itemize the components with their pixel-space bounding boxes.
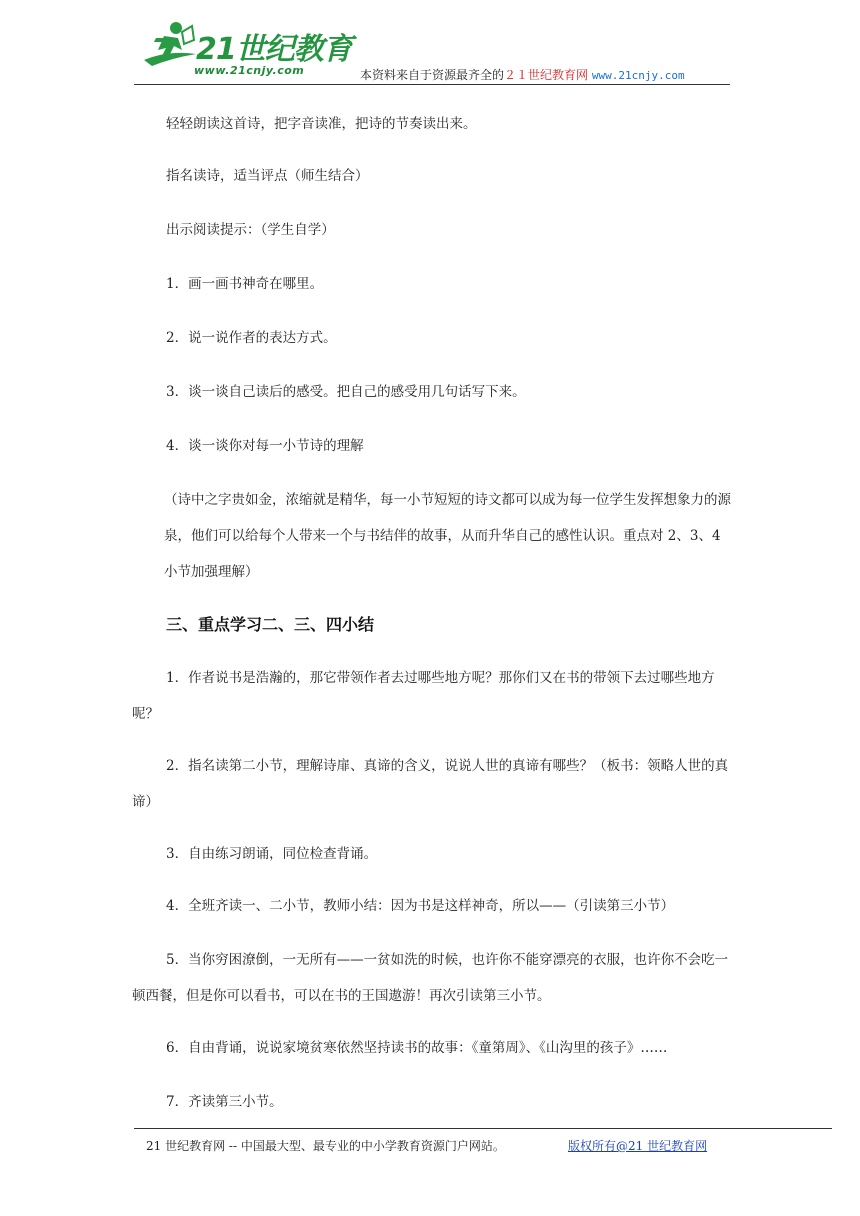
list-item: 4．全班齐读一、二小节，教师小结：因为书是这样神奇，所以——（引读第三小节） bbox=[166, 898, 675, 914]
section-heading: 三、重点学习二、三、四小结 bbox=[166, 615, 375, 634]
header-note bbox=[360, 66, 685, 83]
copyright-link[interactable]: 版权所有@21 世纪教育网 bbox=[568, 1139, 708, 1153]
paragraph: 指名读诗，适当评点（师生结合） bbox=[166, 168, 369, 184]
paragraph-note: （诗中之字贵如金，浓缩就是精华，每一小节短短的诗文都可以成为每一位学生发挥想象力的源泉，他们可以给每个人带来一个与书结伴的故事，从而升华自己的感性认识。重点对 2、3、4 小节加强理解） bbox=[164, 492, 731, 580]
list-item: 5．当你穷困潦倒，一无所有——一贫如洗的时候，也许你不能穿漂亮的衣服，也许你不会吃一顿西餐，但是你可以看书，可以在书的王国遨游！再次引读第三小节。 bbox=[132, 952, 729, 1004]
list-item: 2．指名读第二小节，理解诗扉、真谛的含义，说说人世的真谛有哪些？（板书：领略人世的真谛） bbox=[132, 758, 729, 810]
list-item: 2．说一说作者的表达方式。 bbox=[166, 330, 337, 346]
runner-logo-icon bbox=[138, 20, 200, 80]
list-item: 3．谈一谈自己读后的感受。把自己的感受用几句话写下来。 bbox=[166, 384, 526, 400]
header-site-url[interactable]: www.21cnjy.com bbox=[591, 69, 685, 82]
logo-url: www.21cnjy.com bbox=[194, 64, 305, 77]
header-site-name[interactable]: ２１世纪教育网 bbox=[504, 68, 589, 82]
list-item: 6．自由背诵，说说家境贫寒依然坚持读书的故事：《童第周》、《山沟里的孩子》…… bbox=[166, 1040, 668, 1056]
logo-text: 21世纪教育 bbox=[196, 32, 352, 67]
paragraph: 轻轻朗读这首诗，把字音读准，把诗的节奏读出来。 bbox=[166, 116, 477, 132]
header-divider bbox=[134, 84, 730, 85]
list-item: 1．画一画书神奇在哪里。 bbox=[166, 276, 324, 292]
list-item: 1．作者说书是浩瀚的，那它带领作者去过哪些地方呢？那你们又在书的带领下去过哪些地方呢？ bbox=[132, 670, 715, 722]
list-item: 3．自由练习朗诵，同位检查背诵。 bbox=[166, 846, 378, 862]
paragraph: 出示阅读提示：（学生自学） bbox=[166, 222, 335, 238]
footer-divider bbox=[134, 1128, 832, 1129]
header-note-prefix: 本资料来自于资源最齐全的 bbox=[360, 68, 505, 82]
site-logo[interactable] bbox=[138, 20, 352, 82]
list-item: 4．谈一谈你对每一小节诗的理解 bbox=[166, 438, 364, 454]
footer-text: 21 世纪教育网 -- 中国最大型、最专业的中小学教育资源门户网站。 bbox=[146, 1139, 505, 1153]
page-header bbox=[0, 0, 860, 90]
list-item: 7．齐读第三小节。 bbox=[166, 1094, 283, 1110]
